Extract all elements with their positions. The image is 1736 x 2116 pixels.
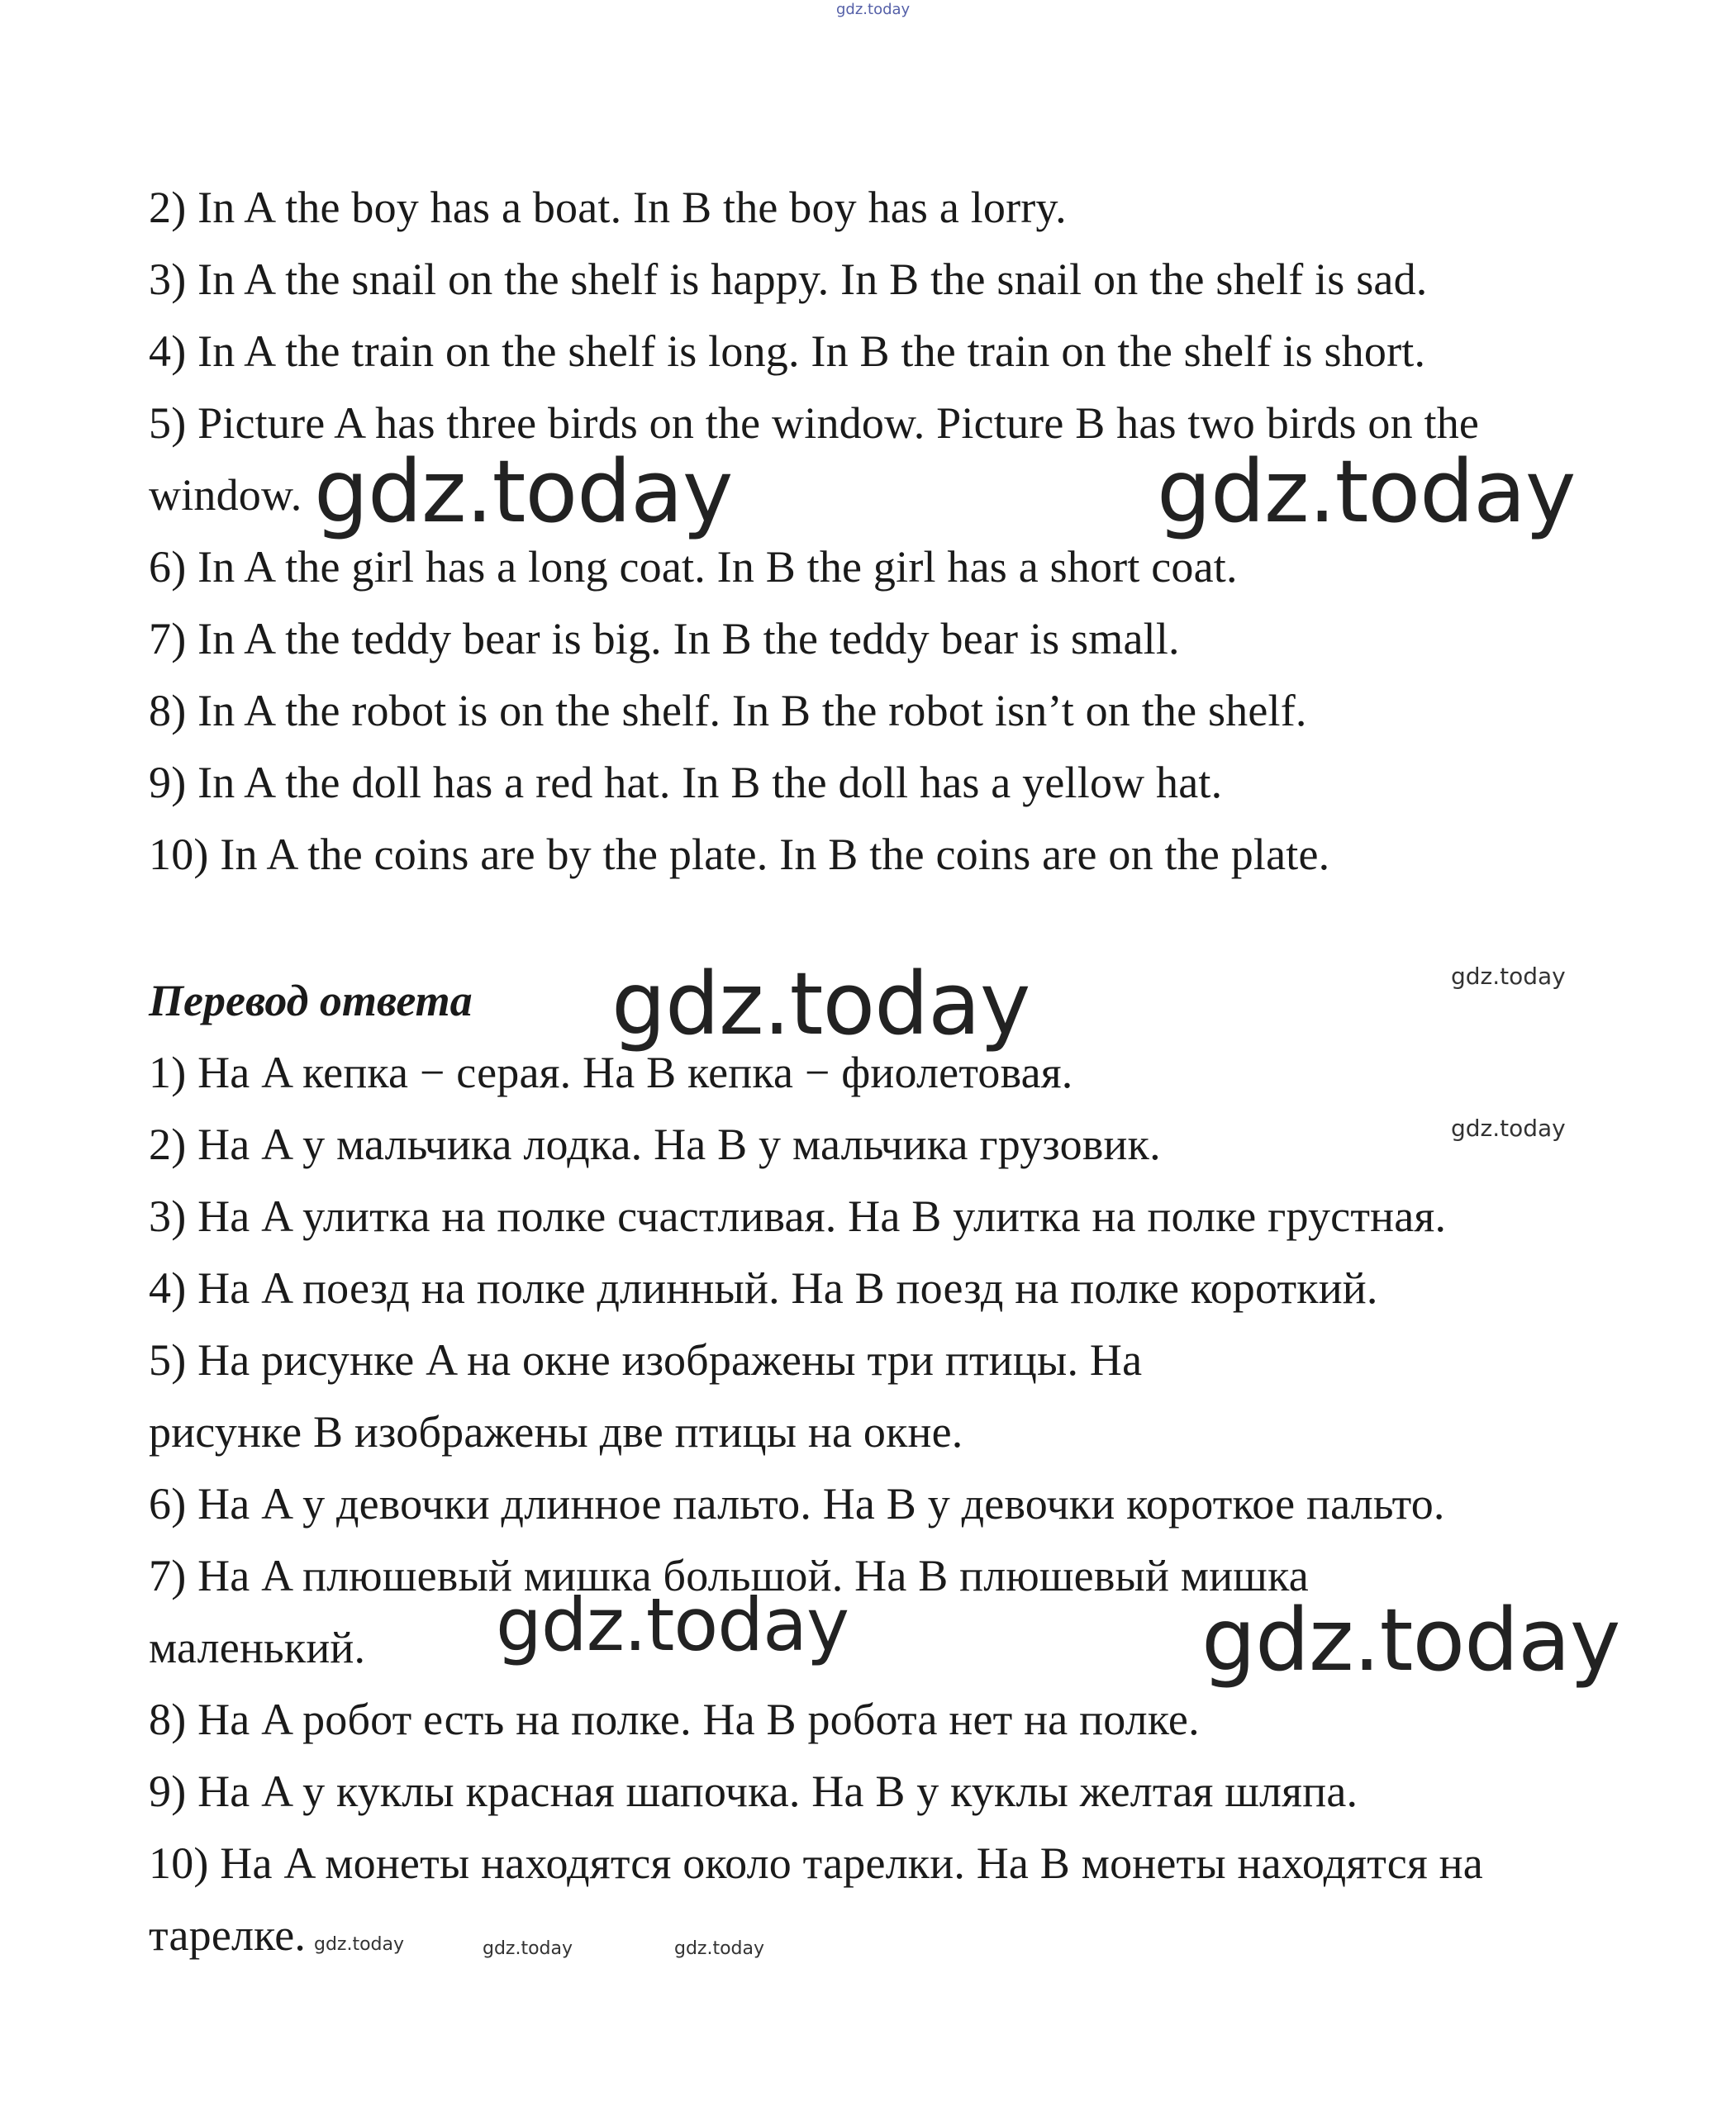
- watermark-small: gdz.today: [1451, 1115, 1566, 1142]
- watermark-large: gdz.today: [611, 953, 1030, 1054]
- watermark-small: gdz.today: [483, 1938, 573, 1959]
- answer-ru-8: 8) На A робот есть на полке. На B робота нет на полке.: [149, 1695, 1200, 1744]
- answer-en-2: 2) In A the boy has a boat. In B the boy has a lorry.: [149, 183, 1067, 232]
- translation-heading: Перевод ответа: [149, 976, 473, 1025]
- answer-ru-4: 4) На A поезд на полке длинный. На B поезд на полке короткий.: [149, 1263, 1378, 1313]
- answer-ru-10: 10) На A монеты находятся около тарелки. На B монеты находятся на: [149, 1838, 1483, 1888]
- answer-en-4: 4) In A the train on the shelf is long. In B the train on the shelf is short.: [149, 326, 1426, 376]
- watermark-small: gdz.today: [674, 1938, 765, 1959]
- watermark-top: gdz.today: [836, 1, 911, 18]
- answer-ru-7-cont: маленький.: [149, 1623, 366, 1672]
- answer-ru-10-cont: тарелке.: [149, 1910, 307, 1960]
- watermark-large: gdz.today: [1157, 441, 1576, 542]
- watermark-large: gdz.today: [496, 1582, 849, 1667]
- answer-en-7: 7) In A the teddy bear is big. In B the teddy bear is small.: [149, 614, 1180, 663]
- watermark-large: gdz.today: [314, 441, 733, 542]
- answer-ru-5-cont: рисунке B изображены две птицы на окне.: [149, 1407, 963, 1457]
- answer-en-5: 5) Picture A has three birds on the window. Picture B has two birds on the: [149, 398, 1480, 448]
- answer-ru-1: 1) На A кепка − серая. На B кепка − фиолетовая.: [149, 1048, 1073, 1097]
- answer-ru-7: 7) На A плюшевый мишка большой. На B плюшевый мишка: [149, 1551, 1309, 1600]
- watermark-small: gdz.today: [1451, 963, 1566, 990]
- answer-ru-5: 5) На рисунке A на окне изображены три птицы. На: [149, 1335, 1143, 1385]
- watermark-large: gdz.today: [1201, 1590, 1620, 1690]
- answer-ru-9: 9) На A у куклы красная шапочка. На B у куклы желтая шляпа.: [149, 1767, 1358, 1816]
- answer-ru-3: 3) На A улитка на полке счастливая. На B улитка на полке грустная.: [149, 1191, 1447, 1241]
- answer-en-8: 8) In A the robot is on the shelf. In B the robot isn’t on the shelf.: [149, 686, 1307, 735]
- answer-en-6: 6) In A the girl has a long coat. In B the girl has a short coat.: [149, 542, 1238, 592]
- answer-en-10: 10) In A the coins are by the plate. In B the coins are on the plate.: [149, 830, 1330, 879]
- watermark-small: gdz.today: [314, 1934, 405, 1955]
- answer-en-5-cont: window.: [149, 470, 302, 520]
- answer-ru-6: 6) На A у девочки длинное пальто. На B у девочки короткое пальто.: [149, 1479, 1445, 1529]
- answer-ru-2: 2) На A у мальчика лодка. На B у мальчика грузовик.: [149, 1120, 1161, 1169]
- answer-en-3: 3) In A the snail on the shelf is happy. In B the snail on the shelf is sad.: [149, 254, 1428, 304]
- answer-en-9: 9) In A the doll has a red hat. In B the doll has a yellow hat.: [149, 758, 1223, 807]
